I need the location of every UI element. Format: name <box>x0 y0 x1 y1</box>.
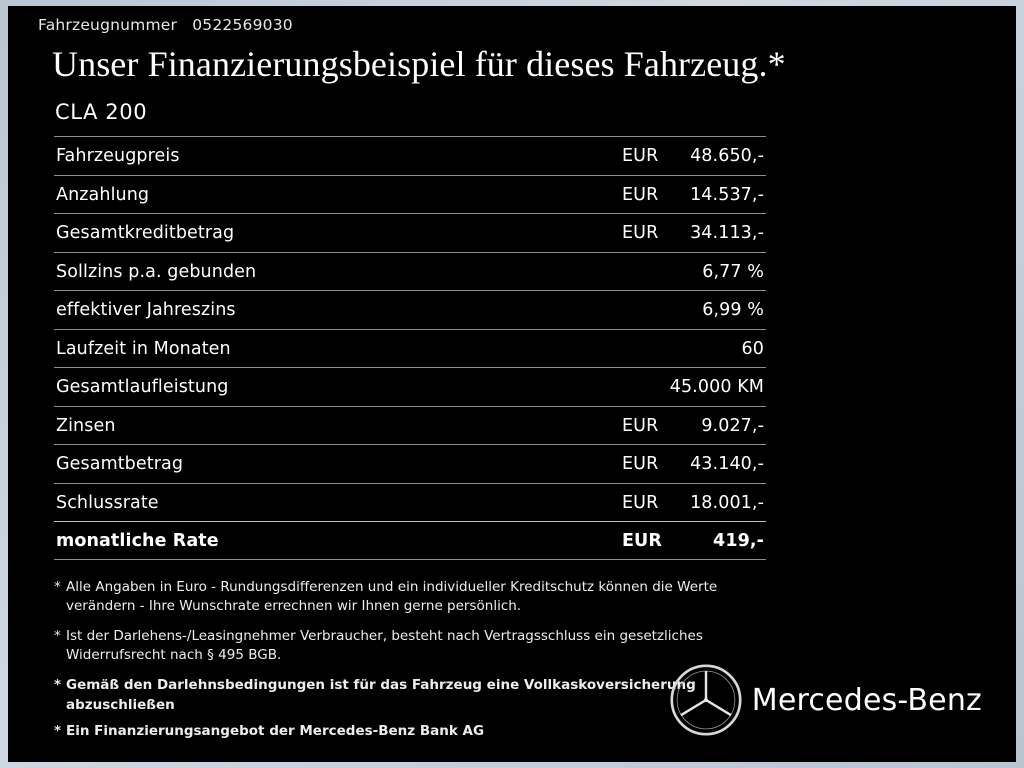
vehicle-number-value: 0522569030 <box>192 16 293 34</box>
table-row <box>54 136 766 175</box>
table-row <box>54 483 766 522</box>
table-row <box>54 252 766 291</box>
row-amount: 43.140,- <box>690 454 764 475</box>
financing-table <box>54 136 766 560</box>
row-amount: 60 <box>741 338 764 359</box>
row-value <box>620 369 766 405</box>
row-amount: 34.113,- <box>690 223 764 244</box>
vehicle-number-label: Fahrzeugnummer <box>38 16 178 34</box>
footnote-text: Ein Finanzierungsangebot der Mercedes-Benz Bank AG <box>66 722 485 739</box>
table-row <box>54 213 766 252</box>
footnote-text: Gemäß den Darlehnsbedingungen ist für das Fahrzeug eine Vollkaskoversicherung abzuschließen <box>66 677 696 713</box>
footnote-text: Ist der Darlehens-/Leasingnehmer Verbraucher, besteht nach Vertragsschluss ein gesetzliches Widerrufsrecht nach § 495 BGB. <box>66 628 703 664</box>
row-value <box>622 408 766 444</box>
row-value <box>622 138 766 174</box>
row-label: Sollzins p.a. gebunden <box>56 261 257 282</box>
row-label: Schlussrate <box>56 492 159 513</box>
row-label: Fahrzeugpreis <box>56 146 180 167</box>
row-currency: EUR <box>622 492 659 513</box>
row-value <box>622 331 766 367</box>
row-value <box>622 523 766 559</box>
row-label: Laufzeit in Monaten <box>56 338 231 359</box>
row-value <box>622 292 766 328</box>
footnote-marker: * <box>54 578 61 595</box>
model-name: CLA 200 <box>55 100 148 125</box>
row-label: Zinsen <box>56 415 116 436</box>
finance-example-sheet <box>8 6 1016 762</box>
mercedes-star-icon <box>668 662 744 738</box>
table-row <box>54 444 766 483</box>
table-row <box>54 329 766 368</box>
row-value <box>622 177 766 213</box>
row-value <box>622 215 766 251</box>
row-amount: 9.027,- <box>701 415 764 436</box>
brand-lockup <box>668 662 982 738</box>
table-row-monthly-rate <box>54 521 766 560</box>
row-currency: EUR <box>622 184 659 205</box>
row-label: Gesamtlaufleistung <box>56 377 229 398</box>
row-currency: EUR <box>622 415 659 436</box>
table-row <box>54 367 766 406</box>
row-amount: 18.001,- <box>690 492 764 513</box>
row-label: effektiver Jahreszins <box>56 300 236 321</box>
table-row <box>54 406 766 445</box>
footnote-marker: * <box>54 722 62 739</box>
row-value <box>622 485 766 521</box>
row-label: Gesamtbetrag <box>56 454 184 475</box>
page-title: Unser Finanzierungsbeispiel für dieses Fahrzeug.* <box>52 44 786 84</box>
row-currency: EUR <box>622 531 662 552</box>
row-value <box>622 446 766 482</box>
row-amount: 6,77 % <box>702 261 764 282</box>
vehicle-number <box>38 10 988 34</box>
row-amount: 48.650,- <box>690 146 764 167</box>
footnote <box>54 578 784 616</box>
brand-name: Mercedes-Benz <box>751 682 982 718</box>
sheet-content <box>38 10 988 756</box>
footnote-text: Alle Angaben in Euro - Rundungsdifferenzen und ein individueller Kreditschutz können die Werte verändern - Ihre Wunschrate errechnen wir Ihnen gerne persönlich. <box>66 578 718 614</box>
row-currency: EUR <box>622 146 659 167</box>
row-currency: EUR <box>622 223 659 244</box>
footnote <box>54 627 784 665</box>
row-value <box>622 254 766 290</box>
row-currency: EUR <box>622 454 659 475</box>
row-label: Anzahlung <box>56 184 150 205</box>
row-label: Gesamtkreditbetrag <box>56 223 235 244</box>
row-amount: 6,99 % <box>702 300 764 321</box>
table-row <box>54 175 766 214</box>
footnote-marker: * <box>54 677 62 694</box>
table-row <box>54 290 766 329</box>
row-amount: 14.537,- <box>690 184 764 205</box>
row-amount: 419,- <box>713 531 764 552</box>
row-label: monatliche Rate <box>56 531 219 552</box>
footnote-marker: * <box>54 628 61 645</box>
row-amount: 45.000 KM <box>669 377 764 398</box>
